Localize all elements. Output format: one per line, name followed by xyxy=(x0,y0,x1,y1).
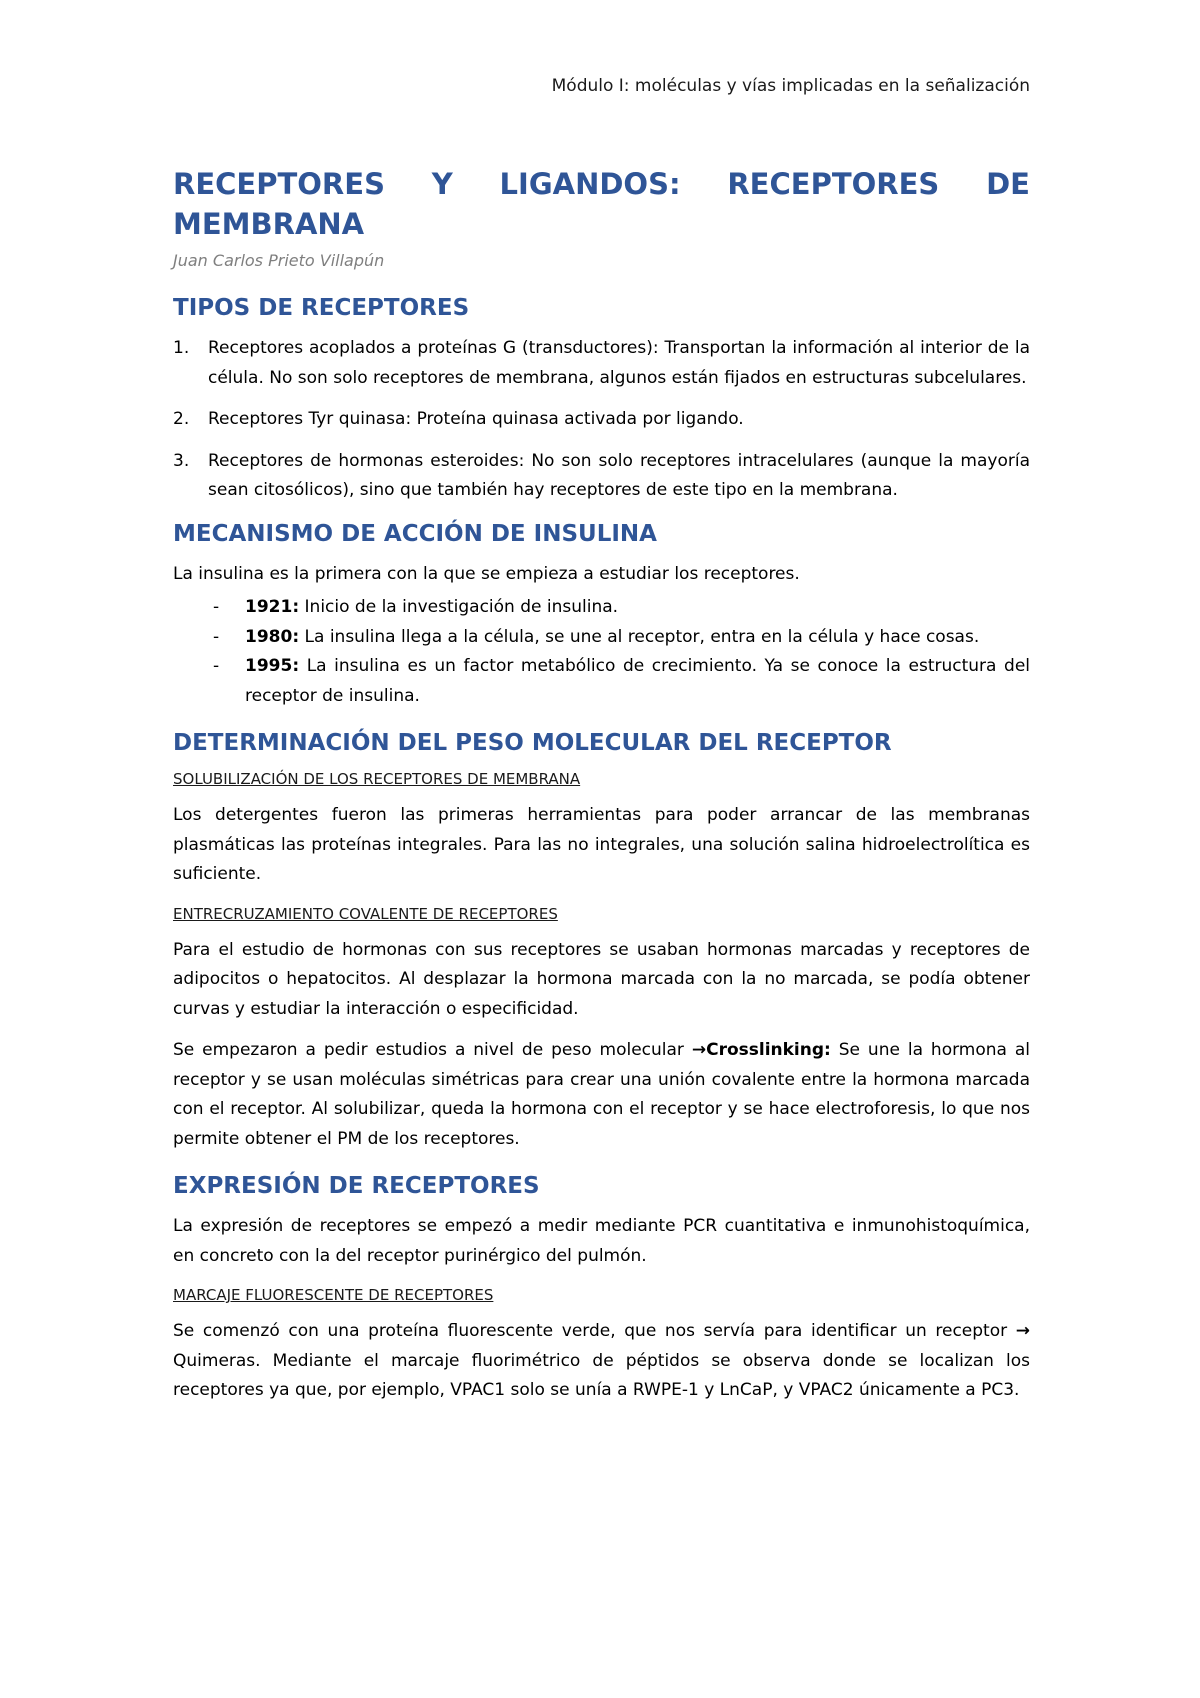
arrow-right-icon: → xyxy=(1015,1321,1030,1341)
dash-bullet: - xyxy=(213,626,220,647)
subheading-marcaje: MARCAJE FLUORESCENTE DE RECEPTORES xyxy=(173,1286,494,1304)
list-item-text: Receptores acoplados a proteínas G (transductores): Transportan la información al interior de la célula. No son solo receptores de membrana, algunos están fijados en estructuras subcelulares. xyxy=(208,338,1030,388)
year-label: 1921: xyxy=(245,597,300,617)
paragraph-crosslinking xyxy=(173,1036,1030,1154)
subheading-solubilizacion: SOLUBILIZACIÓN DE LOS RECEPTORES DE MEMBRANA xyxy=(173,770,581,788)
list-item xyxy=(173,447,1030,506)
section-heading-expresion: EXPRESIÓN DE RECEPTORES xyxy=(173,1173,540,1199)
author-name: Juan Carlos Prieto Villapún xyxy=(173,251,385,270)
list-item-text: Receptores de hormonas esteroides: No son solo receptores intracelulares (aunque la mayoría sean citosólicos), sino que también hay receptores de este tipo en la membrana. xyxy=(208,450,1030,500)
dash-bullet: - xyxy=(213,656,220,676)
paragraph-marcaje xyxy=(173,1317,1030,1406)
list-number: 1. xyxy=(173,338,190,358)
dash-bullet: - xyxy=(213,597,220,617)
paragraph-text: Se une la hormona al receptor y se usan moléculas simétricas para crear una unión covalente entre la hormona marcada con el receptor. Al solubilizar, queda la hormona con el receptor y se hace electroforesis, lo que nos permite obtener el PM de los receptores. xyxy=(173,1040,1030,1149)
list-item xyxy=(173,593,1030,623)
paragraph: Los detergentes fueron las primeras herramientas para poder arrancar de las membranas plasmáticas las proteínas integrales. Para las no integrales, una solución salina hidroelectrolítica es suficiente. xyxy=(173,805,1030,884)
list-item-text: Inicio de la investigación de insulina. xyxy=(299,597,619,617)
section-heading-peso-molecular: DETERMINACIÓN DEL PESO MOLECULAR DEL RECEPTOR xyxy=(173,730,892,756)
section-heading-tipos: TIPOS DE RECEPTORES xyxy=(173,295,470,321)
paragraph-text: Se empezaron a pedir estudios a nivel de peso molecular xyxy=(173,1040,692,1060)
subheading-entrecruzamiento: ENTRECRUZAMIENTO COVALENTE DE RECEPTORES xyxy=(173,904,558,923)
paragraph-text: Quimeras. Mediante el marcaje fluorimétrico de péptidos se observa donde se localizan los receptores ya que, por ejemplo, VPAC1 solo se unía a RWPE-1 y LnCaP, y VPAC2 únicamente a PC3. xyxy=(173,1350,1030,1400)
list-item xyxy=(173,652,1030,711)
running-header: Módulo I: moléculas y vías implicadas en la señalización xyxy=(551,76,1030,96)
list-item xyxy=(173,405,1030,435)
year-label: 1980: xyxy=(245,626,300,647)
list-item xyxy=(173,334,1030,393)
insulin-timeline-list xyxy=(173,593,1030,711)
list-item xyxy=(173,623,1030,653)
bold-term: Crosslinking: xyxy=(706,1040,831,1060)
list-number: 3. xyxy=(173,450,190,471)
paragraph: Para el estudio de hormonas con sus receptores se usaban hormonas marcadas y receptores de adipocitos o hepatocitos. Al desplazar la hormona marcada con la no marcada, se podía obtener curvas y estudiar la interacción o especificidad. xyxy=(173,939,1030,1019)
list-item-text: La insulina llega a la célula, se une al receptor, entra en la célula y hace cosas. xyxy=(299,626,980,647)
paragraph: La insulina es la primera con la que se empieza a estudiar los receptores. xyxy=(173,563,800,584)
document-title: RECEPTORES Y LIGANDOS: RECEPTORES DE MEMBRANA xyxy=(173,167,1030,241)
paragraph: La expresión de receptores se empezó a medir mediante PCR cuantitativa e inmunohistoquímica, en concreto con la del receptor purinérgico del pulmón. xyxy=(173,1216,1030,1266)
arrow-right-icon: → xyxy=(691,1040,707,1060)
section-heading-insulina: MECANISMO DE ACCIÓN DE INSULINA xyxy=(173,520,657,547)
list-item-text: Receptores Tyr quinasa: Proteína quinasa activada por ligando. xyxy=(208,409,744,429)
receptor-types-list xyxy=(173,334,1030,506)
list-item-text: La insulina es un factor metabólico de crecimiento. Ya se conoce la estructura del receptor de insulina. xyxy=(245,656,1030,706)
year-label: 1995: xyxy=(245,656,300,676)
document-body xyxy=(173,164,1030,1406)
paragraph-text: Se comenzó con una proteína fluorescente verde, que nos servía para identificar un receptor xyxy=(173,1321,1016,1341)
list-number: 2. xyxy=(173,409,190,429)
